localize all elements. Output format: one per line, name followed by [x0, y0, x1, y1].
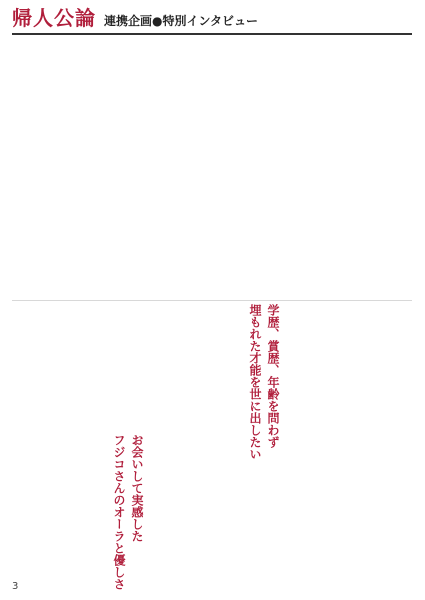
brand-title: 帰人公論 [12, 6, 96, 30]
callout-heading-one: 学歴、賞歴、年齢を問わず 埋もれた才能を世に出したい [248, 304, 280, 460]
callout-heading-two: お会いして実感した フジコさんのオーラと優しさ [112, 434, 144, 590]
top-text-block-right [227, 40, 412, 295]
bottom-band [12, 304, 272, 594]
top-text-block-left [12, 40, 217, 295]
page-number: 3 [12, 581, 19, 592]
series-label: 連携企画●特別インタビュー [104, 14, 258, 28]
header-rule [12, 33, 412, 35]
band-divider [12, 300, 412, 301]
middle-text-block-right [272, 304, 412, 594]
header [12, 8, 258, 28]
top-band [12, 40, 412, 295]
